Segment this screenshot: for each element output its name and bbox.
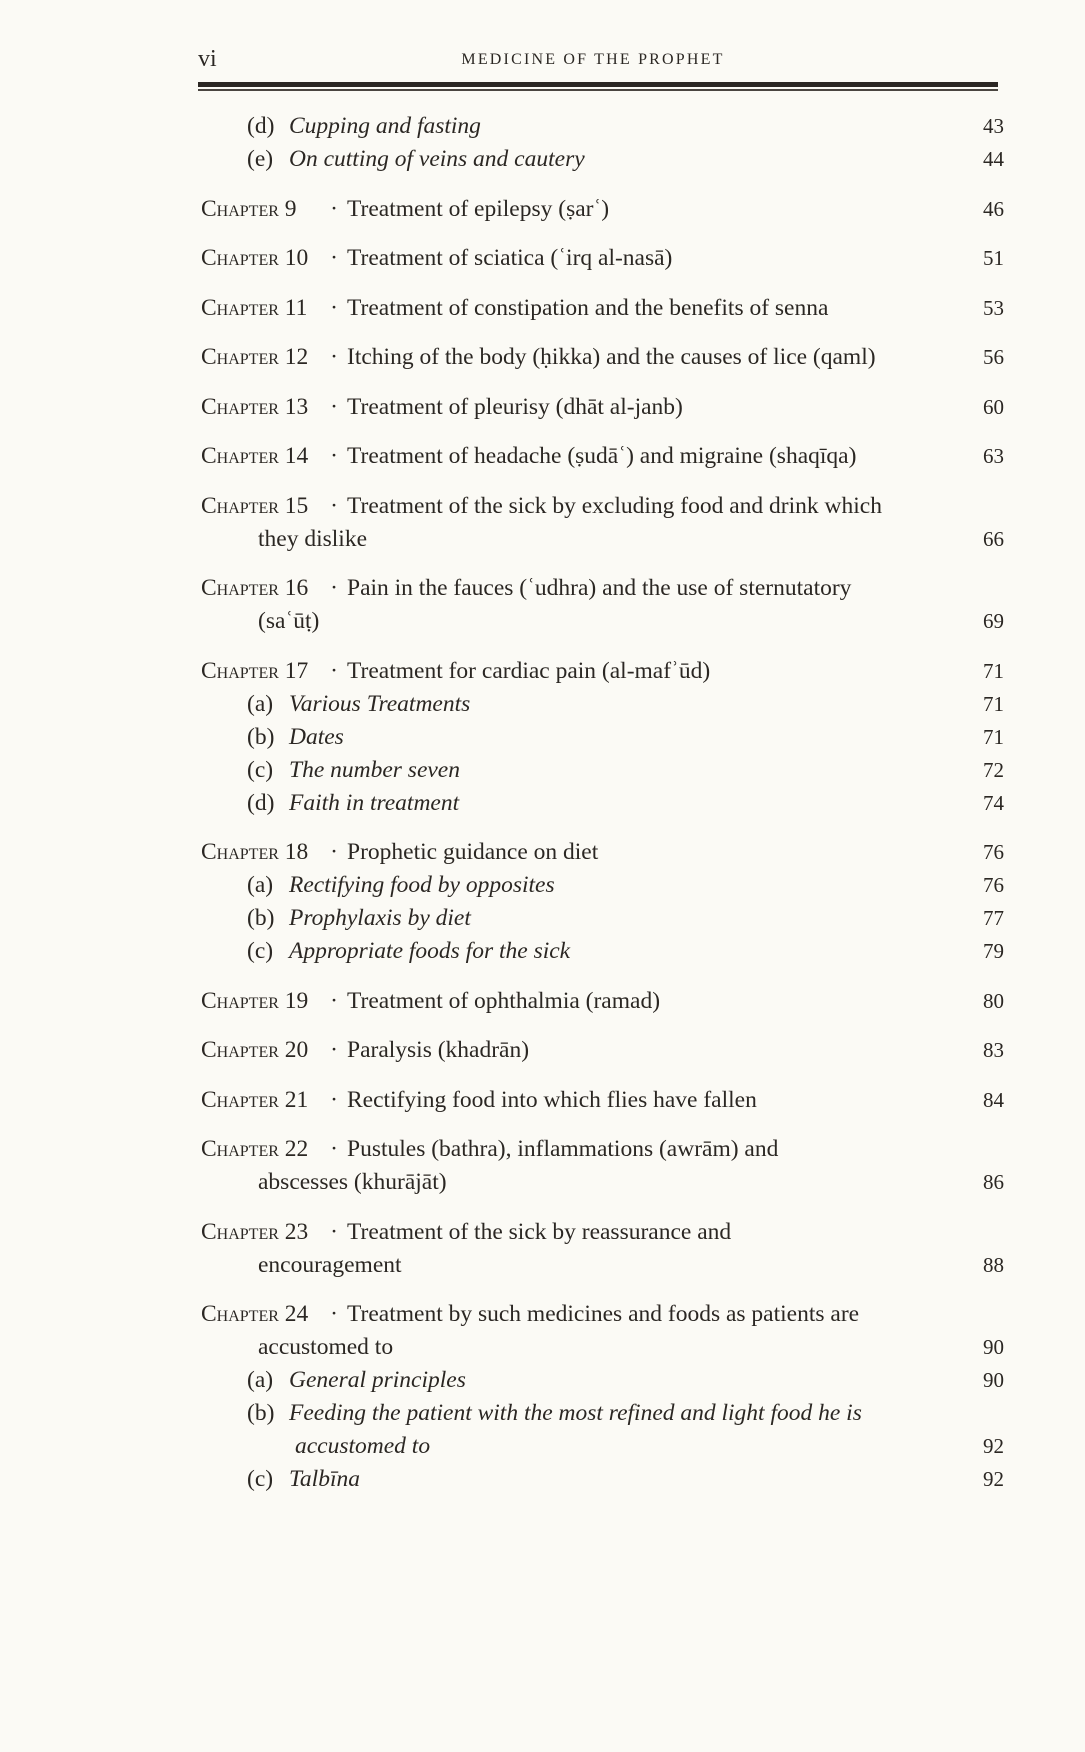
entry-title: The number seven (289, 756, 460, 783)
entry-title: Dates (289, 723, 344, 750)
entry-title-continuation (201, 1331, 1004, 1364)
subentry-letter: (d) (247, 113, 275, 139)
entry-page-number: 43 (983, 114, 1004, 138)
chapter-label: Chapter 21 (201, 1086, 309, 1113)
separator-dot: · (330, 1086, 338, 1113)
chapter-label: Chapter 11 (201, 294, 308, 321)
entry-page-number: 79 (983, 939, 1004, 963)
entry-title: Treatment of the sick by excluding food and drink which (347, 492, 882, 519)
entry-title-continuation (201, 1430, 1004, 1463)
entry-title: Treatment of constipation and the benefits of senna (347, 294, 829, 321)
entry-page-number: 53 (983, 295, 1004, 320)
running-title: MEDICINE OF THE PROPHET (461, 51, 725, 68)
toc-subentry (201, 754, 1004, 787)
entry-title-cont: (saʿūṭ) (258, 608, 320, 634)
entry-title: Treatment by such medicines and foods as patients are (347, 1301, 860, 1327)
separator-dot: · (330, 443, 338, 469)
toc-subentry (201, 721, 1004, 754)
toc-subentry (201, 1364, 1004, 1397)
subentry-letter: (e) (247, 146, 274, 172)
chapter-label: Chapter 15 (201, 492, 309, 519)
entry-page-number: 71 (983, 724, 1004, 749)
entry-title: Prophetic guidance on diet (347, 839, 599, 865)
entry-title: Treatment of sciatica (ʿirq al-nasā) (347, 245, 673, 271)
chapter-label: Chapter 10 (201, 245, 309, 271)
entry-title: Treatment of ophthalmia (ramad) (347, 987, 661, 1014)
entry-page-number: 56 (983, 345, 1004, 369)
entry-title-cont: accustomed to (258, 1334, 394, 1360)
toc-subentry (201, 143, 1004, 176)
page-number-folio: vi (198, 46, 217, 72)
chapter-label: Chapter 22 (201, 1136, 309, 1162)
subentry-letter: (c) (247, 938, 274, 964)
entry-title: Treatment of epilepsy (ṣarʿ) (347, 195, 610, 222)
separator-dot: · (330, 839, 338, 865)
entry-page-number: 74 (983, 790, 1004, 815)
entry-title-continuation (201, 1249, 1004, 1282)
entry-title-continuation (201, 605, 1004, 638)
separator-dot: · (330, 1037, 338, 1063)
entry-title-continuation (201, 523, 1004, 556)
separator-dot: · (330, 657, 338, 684)
entry-title-continuation (201, 1166, 1004, 1199)
entry-page-number: 88 (983, 1252, 1004, 1277)
toc-subentry (201, 110, 1004, 143)
toc-chapter-entry (201, 1133, 1004, 1166)
entry-page-number: 80 (983, 988, 1004, 1013)
subentry-letter: (a) (247, 690, 274, 717)
entry-title: Treatment of pleurisy (dhāt al-janb) (347, 393, 683, 420)
table-of-contents (201, 110, 1004, 1496)
toc-subentry (201, 869, 1004, 902)
entry-page-number: 92 (983, 1467, 1004, 1491)
entry-page-number: 66 (983, 526, 1004, 551)
chapter-label: Chapter 23 (201, 1218, 309, 1245)
entry-page-number: 83 (983, 1038, 1004, 1062)
entry-page-number: 63 (983, 444, 1004, 468)
toc-subentry (201, 935, 1004, 968)
entry-page-number: 51 (983, 246, 1004, 270)
entry-page-number: 92 (983, 1434, 1004, 1458)
separator-dot: · (330, 1218, 338, 1245)
chapter-label: Chapter 13 (201, 393, 309, 420)
entry-title: On cutting of veins and cautery (289, 146, 585, 172)
toc-chapter-entry (201, 440, 1004, 473)
entry-page-number: 46 (983, 196, 1004, 221)
toc-chapter-entry (201, 490, 1004, 523)
chapter-label: Chapter 18 (201, 839, 309, 865)
entry-page-number: 72 (983, 757, 1004, 782)
toc-chapter-entry (201, 1084, 1004, 1117)
entry-title: Rectifying food by opposites (289, 872, 555, 898)
chapter-label: Chapter 14 (201, 443, 309, 469)
entry-page-number: 84 (983, 1087, 1004, 1112)
toc-chapter-entry (201, 1298, 1004, 1331)
entry-title: Itching of the body (ḥikka) and the causes of lice (qaml) (347, 344, 876, 370)
entry-title-cont: abscesses (khurājāt) (258, 1169, 447, 1195)
entry-title: Cupping and fasting (289, 113, 481, 139)
subentry-letter: (a) (247, 1367, 274, 1393)
toc-chapter-entry (201, 1216, 1004, 1249)
header-rule-thick (198, 82, 998, 87)
entry-page-number: 71 (983, 691, 1004, 716)
entry-title: Pustules (bathra), inflammations (awrām) and (347, 1136, 779, 1162)
entry-title: General principles (289, 1367, 466, 1393)
toc-subentry (201, 902, 1004, 935)
chapter-label: Chapter 16 (201, 575, 309, 601)
entry-title: Prophylaxis by diet (289, 905, 471, 931)
toc-chapter-entry (201, 242, 1004, 275)
entry-title: Treatment of the sick by reassurance and (347, 1218, 732, 1245)
entry-title-cont: accustomed to (295, 1433, 431, 1459)
entry-title: Treatment of headache (ṣudāʿ) and migraine (shaqīqa) (347, 443, 857, 469)
separator-dot: · (330, 492, 338, 519)
toc-chapter-entry (201, 193, 1004, 226)
toc-chapter-entry (201, 836, 1004, 869)
subentry-letter: (b) (247, 723, 275, 750)
toc-chapter-entry (201, 292, 1004, 325)
entry-page-number: 90 (983, 1368, 1004, 1392)
entry-title-cont: encouragement (258, 1251, 402, 1278)
subentry-letter: (b) (247, 905, 275, 931)
entry-page-number: 44 (983, 147, 1004, 171)
chapter-label: Chapter 19 (201, 987, 309, 1014)
separator-dot: · (330, 344, 338, 370)
entry-page-number: 90 (983, 1335, 1004, 1359)
toc-chapter-entry (201, 341, 1004, 374)
toc-chapter-entry (201, 1034, 1004, 1067)
entry-title: Treatment for cardiac pain (al-mafʾūd) (347, 657, 711, 684)
separator-dot: · (330, 393, 338, 420)
entry-title: Various Treatments (289, 690, 471, 717)
toc-chapter-entry (201, 655, 1004, 688)
separator-dot: · (330, 245, 338, 271)
toc-chapter-entry (201, 391, 1004, 424)
entry-title: Feeding the patient with the most refined and light food he is (289, 1400, 862, 1426)
chapter-label: Chapter 17 (201, 657, 309, 684)
separator-dot: · (330, 1136, 338, 1162)
toc-chapter-entry (201, 572, 1004, 605)
toc-subentry (201, 1397, 1004, 1430)
entry-title: Paralysis (khadrān) (347, 1037, 530, 1063)
subentry-letter: (c) (247, 756, 274, 783)
separator-dot: · (330, 195, 338, 222)
separator-dot: · (330, 294, 338, 321)
separator-dot: · (330, 575, 338, 601)
toc-subentry (201, 787, 1004, 820)
subentry-letter: (a) (247, 872, 274, 898)
toc-subentry (201, 688, 1004, 721)
entry-page-number: 76 (983, 840, 1004, 864)
entry-page-number: 77 (983, 906, 1004, 930)
separator-dot: · (330, 1301, 338, 1327)
entry-title: Appropriate foods for the sick (289, 938, 571, 964)
header-rule-thin (198, 89, 998, 91)
chapter-label: Chapter 12 (201, 344, 309, 370)
toc-subentry (201, 1463, 1004, 1496)
entry-title-cont: they dislike (258, 525, 367, 552)
separator-dot: · (330, 987, 338, 1014)
chapter-label: Chapter 9 (201, 195, 297, 222)
toc-chapter-entry (201, 985, 1004, 1018)
subentry-letter: (d) (247, 789, 275, 816)
chapter-label: Chapter 24 (201, 1301, 309, 1327)
entry-page-number: 60 (983, 394, 1004, 419)
entry-title: Rectifying food into which flies have fallen (347, 1086, 757, 1113)
chapter-label: Chapter 20 (201, 1037, 309, 1063)
entry-title: Pain in the fauces (ʿudhra) and the use of sternutatory (347, 575, 852, 601)
entry-page-number: 76 (983, 873, 1004, 897)
entry-page-number: 71 (983, 658, 1004, 683)
subentry-letter: (b) (247, 1400, 275, 1426)
entry-title: Faith in treatment (289, 789, 460, 816)
entry-page-number: 86 (983, 1170, 1004, 1194)
subentry-letter: (c) (247, 1466, 274, 1492)
entry-title: Talbīna (289, 1466, 360, 1492)
entry-page-number: 69 (983, 609, 1004, 633)
